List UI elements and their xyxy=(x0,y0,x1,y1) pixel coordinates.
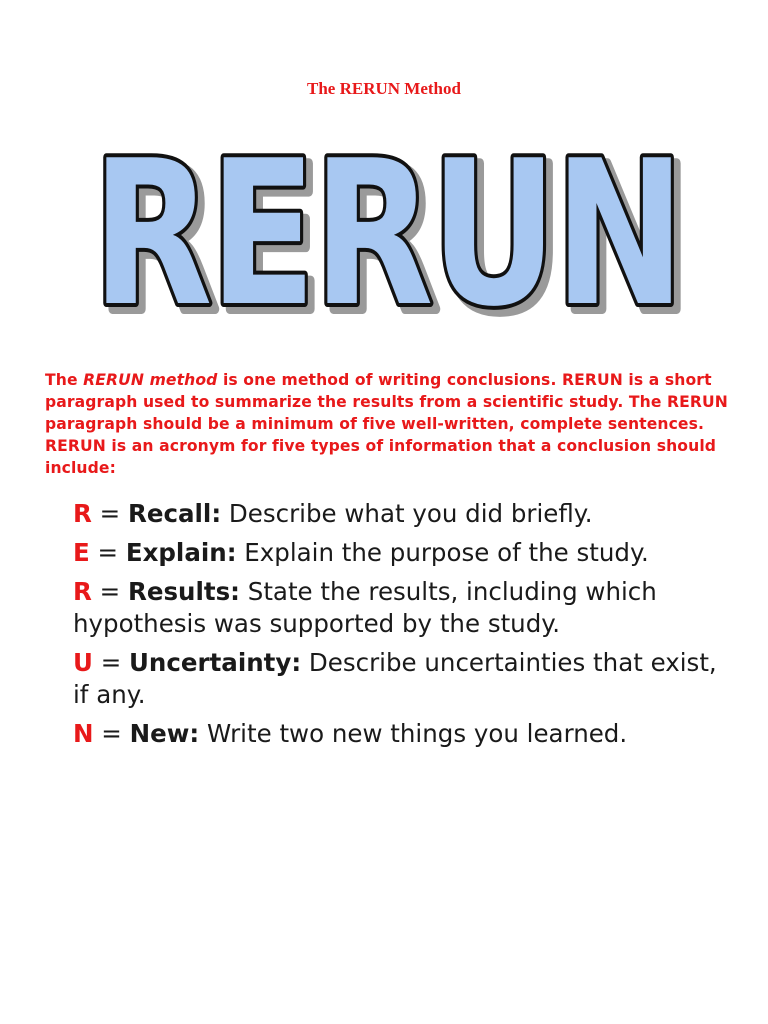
acronym-letter: R xyxy=(73,499,92,528)
acronym-description: Write two new things you learned. xyxy=(199,719,628,748)
document-title: The RERUN Method xyxy=(307,79,461,98)
acronym-item-recall xyxy=(73,498,733,530)
acronym-letter: E xyxy=(73,538,90,567)
intro-post: is one method of writing conclusions. RERUN is a short paragraph used to summarize the results from a scientific study. The RERUN paragraph should be a minimum of five well-written, complete sentences. RERUN is an acronym for five types of information that a conclusion should include: xyxy=(45,371,728,477)
acronym-letter: R xyxy=(73,577,92,606)
rerun-logo-shadow: RERUN xyxy=(98,124,688,332)
acronym-description: Describe what you did briefly. xyxy=(221,499,593,528)
acronym-item-uncertainty xyxy=(73,647,733,711)
acronym-equals: = xyxy=(91,499,128,528)
acronym-item-results xyxy=(73,576,733,640)
acronym-list xyxy=(73,498,733,757)
acronym-item-explain xyxy=(73,537,733,569)
acronym-equals: = xyxy=(93,719,130,748)
acronym-description: State the results, including which hypothesis was supported by the study. xyxy=(73,577,657,638)
acronym-term: Uncertainty: xyxy=(129,648,302,677)
acronym-letter: U xyxy=(73,648,93,677)
intro-emphasis: RERUN method xyxy=(83,371,218,389)
acronym-letter: N xyxy=(73,719,94,748)
intro-pre: The xyxy=(45,371,84,389)
rerun-logo-text: RERUN xyxy=(92,118,682,332)
rerun-logo-graphic xyxy=(84,118,690,332)
acronym-item-new xyxy=(73,718,733,750)
acronym-description: Describe uncertainties that exist, if any. xyxy=(73,648,717,709)
acronym-term: New: xyxy=(129,719,200,748)
acronym-description: Explain the purpose of the study. xyxy=(236,538,649,567)
intro-paragraph xyxy=(45,369,730,479)
acronym-equals: = xyxy=(89,538,126,567)
acronym-term: Explain: xyxy=(125,538,237,567)
acronym-equals: = xyxy=(91,577,128,606)
rerun-logo xyxy=(84,118,690,332)
acronym-term: Results: xyxy=(127,577,240,606)
acronym-term: Recall: xyxy=(127,499,222,528)
acronym-equals: = xyxy=(92,648,130,677)
